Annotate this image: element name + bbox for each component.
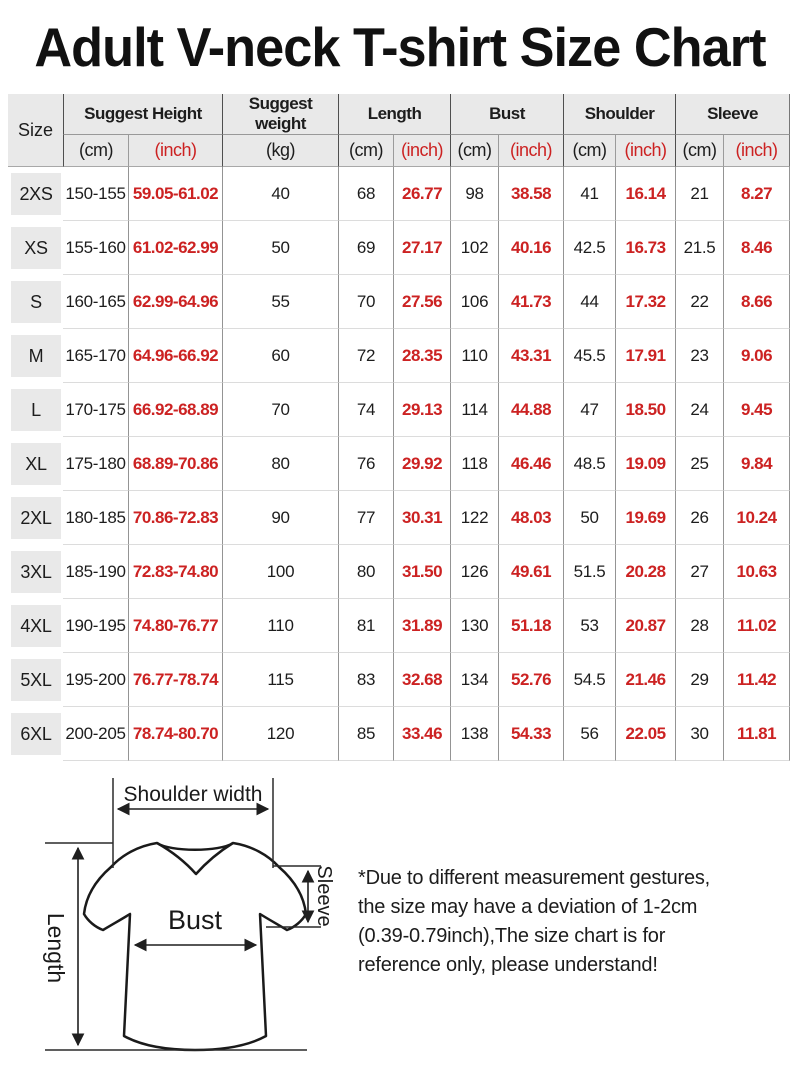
size-label: 5XL <box>11 659 61 701</box>
size-label: L <box>11 389 61 431</box>
table-row <box>8 599 790 653</box>
col-header-size: Size <box>8 94 63 167</box>
shoulder-width-label: Shoulder width <box>123 783 263 806</box>
table-cell-bust_inch: 49.61 <box>498 545 563 599</box>
table-cell-length_inch: 30.31 <box>393 491 450 545</box>
table-cell-shoulder_cm: 53 <box>563 599 615 653</box>
table-cell-sleeve_inch: 8.66 <box>723 275 790 329</box>
table-cell-sleeve_cm: 21.5 <box>675 221 723 275</box>
size-table-header <box>8 94 790 167</box>
table-cell-shoulder_cm: 44 <box>563 275 615 329</box>
table-cell-sleeve_inch: 9.06 <box>723 329 790 383</box>
table-cell-shoulder_cm: 48.5 <box>563 437 615 491</box>
table-row <box>8 545 790 599</box>
table-cell-length_cm: 77 <box>338 491 393 545</box>
table-cell-sleeve_cm: 27 <box>675 545 723 599</box>
col-header-sleeve: Sleeve <box>675 94 790 135</box>
size-label: 3XL <box>11 551 61 593</box>
table-cell-sleeve_cm: 28 <box>675 599 723 653</box>
table-cell-height_cm: 200-205 <box>63 707 128 761</box>
table-row <box>8 653 790 707</box>
table-cell-sleeve_inch: 11.42 <box>723 653 790 707</box>
table-cell-height_inch: 70.86-72.83 <box>128 491 222 545</box>
table-cell-bust_cm: 130 <box>450 599 498 653</box>
table-cell-sleeve_inch: 10.24 <box>723 491 790 545</box>
note-line: reference only, please understand! <box>358 954 658 976</box>
unit-header-sleeve-inch: (inch) <box>723 135 790 167</box>
table-cell-weight_kg: 55 <box>222 275 338 329</box>
table-cell-sleeve_cm: 23 <box>675 329 723 383</box>
table-cell-shoulder_cm: 45.5 <box>563 329 615 383</box>
table-cell-bust_inch: 40.16 <box>498 221 563 275</box>
table-cell-length_cm: 81 <box>338 599 393 653</box>
table-cell-bust_inch: 44.88 <box>498 383 563 437</box>
table-cell-height_cm: 175-180 <box>63 437 128 491</box>
table-cell-sleeve_inch: 9.84 <box>723 437 790 491</box>
table-cell-bust_cm: 102 <box>450 221 498 275</box>
table-cell-length_inch: 29.13 <box>393 383 450 437</box>
table-cell-height_inch: 76.77-78.74 <box>128 653 222 707</box>
col-header-shoulder: Shoulder <box>563 94 675 135</box>
size-cell <box>8 437 63 491</box>
size-label: M <box>11 335 61 377</box>
table-cell-height_cm: 170-175 <box>63 383 128 437</box>
table-cell-height_cm: 185-190 <box>63 545 128 599</box>
table-cell-length_cm: 72 <box>338 329 393 383</box>
table-cell-bust_inch: 46.46 <box>498 437 563 491</box>
table-cell-bust_cm: 118 <box>450 437 498 491</box>
table-cell-bust_cm: 138 <box>450 707 498 761</box>
table-cell-shoulder_cm: 42.5 <box>563 221 615 275</box>
size-label: 2XS <box>11 173 61 215</box>
table-cell-shoulder_inch: 22.05 <box>615 707 675 761</box>
sleeve-label: Sleeve <box>313 865 335 927</box>
table-cell-height_inch: 62.99-64.96 <box>128 275 222 329</box>
table-cell-shoulder_cm: 51.5 <box>563 545 615 599</box>
table-cell-length_inch: 32.68 <box>393 653 450 707</box>
table-cell-weight_kg: 60 <box>222 329 338 383</box>
table-cell-height_cm: 155-160 <box>63 221 128 275</box>
table-cell-height_inch: 72.83-74.80 <box>128 545 222 599</box>
table-cell-bust_inch: 43.31 <box>498 329 563 383</box>
table-cell-height_inch: 66.92-68.89 <box>128 383 222 437</box>
unit-header-bust-inch: (inch) <box>498 135 563 167</box>
table-cell-sleeve_cm: 26 <box>675 491 723 545</box>
table-cell-length_inch: 27.56 <box>393 275 450 329</box>
table-cell-shoulder_inch: 17.32 <box>615 275 675 329</box>
table-cell-shoulder_cm: 47 <box>563 383 615 437</box>
unit-header-length-inch: (inch) <box>393 135 450 167</box>
unit-header-shoulder-cm: (cm) <box>563 135 615 167</box>
table-cell-weight_kg: 110 <box>222 599 338 653</box>
table-cell-shoulder_inch: 16.73 <box>615 221 675 275</box>
col-header-length: Length <box>338 94 450 135</box>
size-cell <box>8 491 63 545</box>
table-cell-bust_cm: 122 <box>450 491 498 545</box>
table-cell-height_cm: 180-185 <box>63 491 128 545</box>
unit-header-weight-kg: (kg) <box>222 135 338 167</box>
col-header-bust: Bust <box>450 94 563 135</box>
col-header-suggest-height: Suggest Height <box>63 94 222 135</box>
table-cell-length_cm: 83 <box>338 653 393 707</box>
table-cell-height_inch: 61.02-62.99 <box>128 221 222 275</box>
table-cell-shoulder_cm: 54.5 <box>563 653 615 707</box>
bust-label: Bust <box>167 905 223 935</box>
table-cell-length_inch: 31.50 <box>393 545 450 599</box>
table-cell-sleeve_inch: 11.81 <box>723 707 790 761</box>
table-cell-length_inch: 26.77 <box>393 167 450 221</box>
table-row <box>8 221 790 275</box>
size-label: 4XL <box>11 605 61 647</box>
table-cell-length_cm: 69 <box>338 221 393 275</box>
note-line: *Due to different measurement gestures, <box>358 867 711 889</box>
unit-header-length-cm: (cm) <box>338 135 393 167</box>
table-cell-weight_kg: 120 <box>222 707 338 761</box>
size-cell <box>8 383 63 437</box>
table-cell-shoulder_inch: 20.87 <box>615 599 675 653</box>
table-cell-sleeve_cm: 25 <box>675 437 723 491</box>
size-label: XL <box>11 443 61 485</box>
size-cell <box>8 329 63 383</box>
size-cell <box>8 653 63 707</box>
table-cell-height_cm: 160-165 <box>63 275 128 329</box>
table-cell-sleeve_cm: 24 <box>675 383 723 437</box>
table-cell-height_inch: 78.74-80.70 <box>128 707 222 761</box>
table-cell-shoulder_cm: 56 <box>563 707 615 761</box>
size-cell <box>8 707 63 761</box>
size-cell <box>8 221 63 275</box>
table-row <box>8 707 790 761</box>
table-cell-shoulder_inch: 19.69 <box>615 491 675 545</box>
table-cell-sleeve_cm: 22 <box>675 275 723 329</box>
table-cell-sleeve_cm: 21 <box>675 167 723 221</box>
table-cell-length_cm: 68 <box>338 167 393 221</box>
measurement-note <box>358 864 788 980</box>
table-cell-sleeve_inch: 10.63 <box>723 545 790 599</box>
table-cell-shoulder_inch: 19.09 <box>615 437 675 491</box>
table-row <box>8 329 790 383</box>
table-cell-length_inch: 28.35 <box>393 329 450 383</box>
table-cell-sleeve_cm: 30 <box>675 707 723 761</box>
measurement-diagram <box>0 768 800 1072</box>
table-cell-bust_cm: 106 <box>450 275 498 329</box>
size-label: 2XL <box>11 497 61 539</box>
tshirt-outline <box>84 843 306 1050</box>
unit-header-bust-cm: (cm) <box>450 135 498 167</box>
unit-header-height-cm: (cm) <box>63 135 128 167</box>
unit-header-sleeve-cm: (cm) <box>675 135 723 167</box>
table-cell-length_cm: 80 <box>338 545 393 599</box>
size-cell <box>8 545 63 599</box>
length-label: Length <box>43 912 69 984</box>
table-cell-bust_inch: 48.03 <box>498 491 563 545</box>
table-cell-weight_kg: 115 <box>222 653 338 707</box>
size-cell <box>8 599 63 653</box>
table-cell-height_inch: 74.80-76.77 <box>128 599 222 653</box>
page-title: Adult V-neck T-shirt Size Chart <box>34 16 766 78</box>
table-cell-sleeve_inch: 9.45 <box>723 383 790 437</box>
table-cell-sleeve_inch: 8.27 <box>723 167 790 221</box>
size-table <box>8 94 790 761</box>
table-cell-height_cm: 190-195 <box>63 599 128 653</box>
table-cell-bust_cm: 126 <box>450 545 498 599</box>
table-cell-shoulder_cm: 50 <box>563 491 615 545</box>
table-cell-length_inch: 27.17 <box>393 221 450 275</box>
size-label: XS <box>11 227 61 269</box>
size-table-body <box>8 167 790 761</box>
table-cell-weight_kg: 100 <box>222 545 338 599</box>
table-cell-bust_cm: 98 <box>450 167 498 221</box>
col-header-suggest-weight: Suggest weight <box>222 94 338 135</box>
table-cell-height_cm: 195-200 <box>63 653 128 707</box>
table-cell-length_inch: 33.46 <box>393 707 450 761</box>
table-cell-shoulder_inch: 20.28 <box>615 545 675 599</box>
table-cell-bust_cm: 110 <box>450 329 498 383</box>
unit-header-shoulder-inch: (inch) <box>615 135 675 167</box>
table-cell-height_cm: 150-155 <box>63 167 128 221</box>
unit-header-row <box>8 135 790 167</box>
tshirt-back-collar <box>157 843 233 850</box>
table-cell-weight_kg: 70 <box>222 383 338 437</box>
table-cell-length_inch: 31.89 <box>393 599 450 653</box>
table-cell-length_cm: 85 <box>338 707 393 761</box>
table-cell-shoulder_inch: 17.91 <box>615 329 675 383</box>
table-row <box>8 491 790 545</box>
table-cell-shoulder_cm: 41 <box>563 167 615 221</box>
table-row <box>8 275 790 329</box>
table-cell-weight_kg: 40 <box>222 167 338 221</box>
table-row <box>8 437 790 491</box>
size-label: 6XL <box>11 713 61 755</box>
table-cell-bust_inch: 38.58 <box>498 167 563 221</box>
table-cell-length_cm: 76 <box>338 437 393 491</box>
table-cell-bust_inch: 52.76 <box>498 653 563 707</box>
table-cell-bust_inch: 41.73 <box>498 275 563 329</box>
table-cell-height_cm: 165-170 <box>63 329 128 383</box>
table-cell-weight_kg: 90 <box>222 491 338 545</box>
table-row <box>8 167 790 221</box>
table-row <box>8 383 790 437</box>
table-cell-length_cm: 70 <box>338 275 393 329</box>
table-cell-bust_inch: 51.18 <box>498 599 563 653</box>
table-cell-shoulder_inch: 16.14 <box>615 167 675 221</box>
size-label: S <box>11 281 61 323</box>
table-cell-weight_kg: 80 <box>222 437 338 491</box>
table-cell-bust_inch: 54.33 <box>498 707 563 761</box>
table-cell-length_cm: 74 <box>338 383 393 437</box>
table-cell-sleeve_inch: 11.02 <box>723 599 790 653</box>
table-cell-weight_kg: 50 <box>222 221 338 275</box>
size-cell <box>8 275 63 329</box>
table-cell-shoulder_inch: 18.50 <box>615 383 675 437</box>
note-line: (0.39-0.79inch),The size chart is for <box>358 925 666 947</box>
table-cell-length_inch: 29.92 <box>393 437 450 491</box>
table-cell-shoulder_inch: 21.46 <box>615 653 675 707</box>
table-cell-bust_cm: 114 <box>450 383 498 437</box>
size-cell <box>8 167 63 221</box>
table-cell-height_inch: 68.89-70.86 <box>128 437 222 491</box>
table-cell-sleeve_cm: 29 <box>675 653 723 707</box>
table-cell-sleeve_inch: 8.46 <box>723 221 790 275</box>
unit-header-height-inch: (inch) <box>128 135 222 167</box>
table-cell-height_inch: 64.96-66.92 <box>128 329 222 383</box>
note-line: the size may have a deviation of 1-2cm <box>358 896 698 918</box>
group-header-row <box>8 94 790 135</box>
table-cell-height_inch: 59.05-61.02 <box>128 167 222 221</box>
table-cell-bust_cm: 134 <box>450 653 498 707</box>
